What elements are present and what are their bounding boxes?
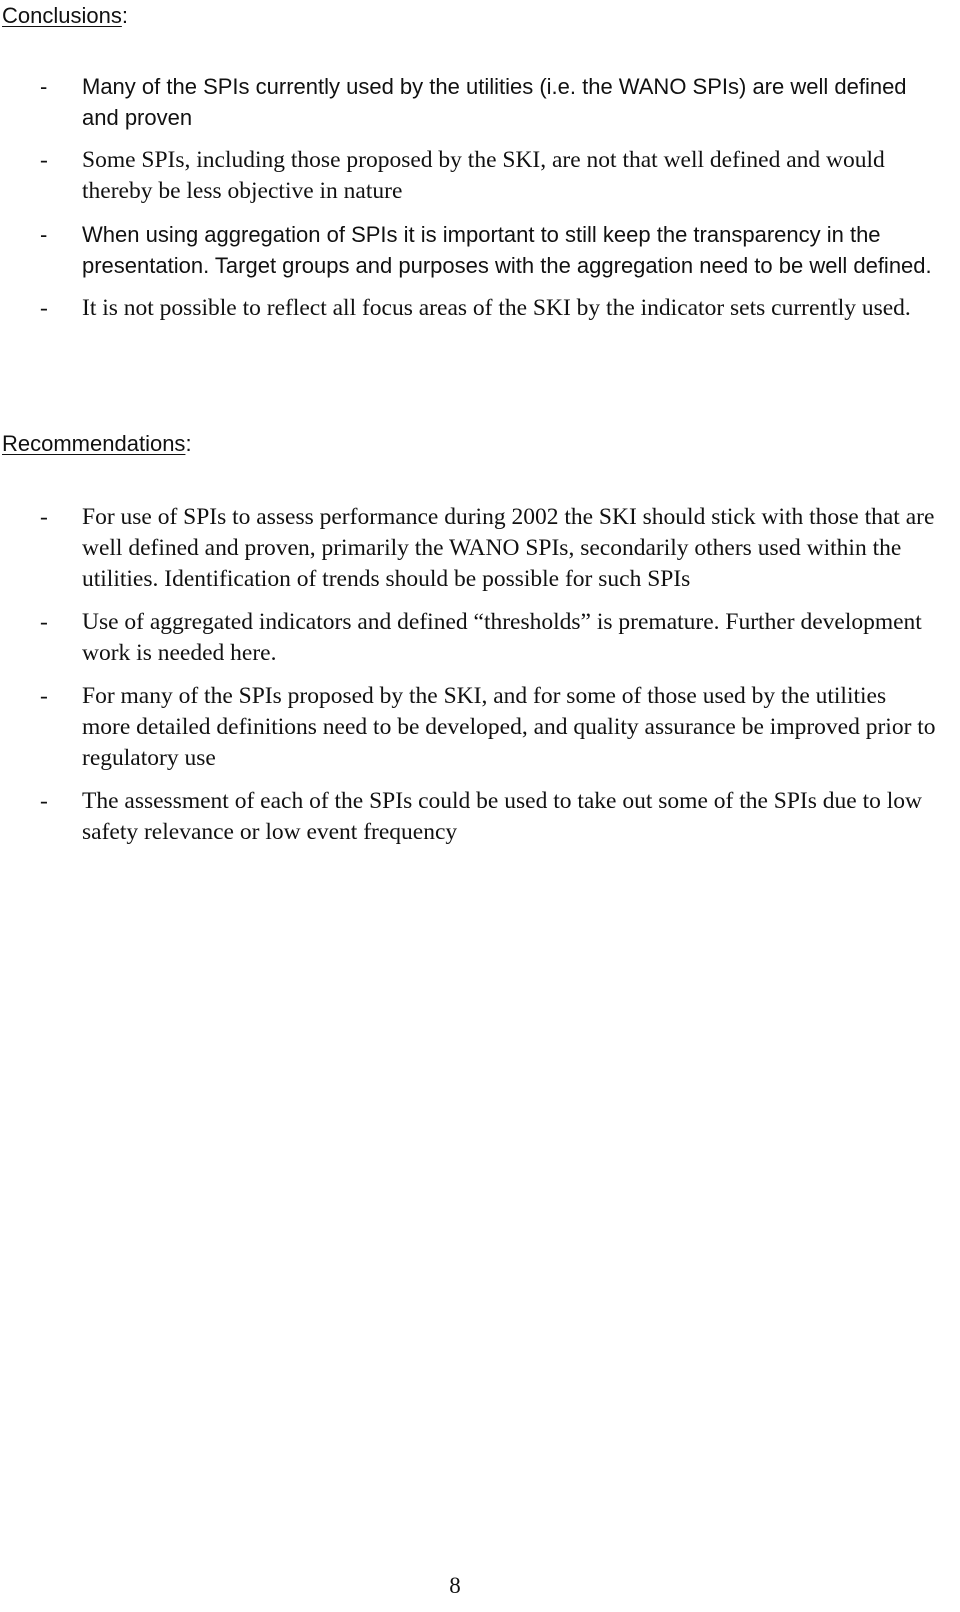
bullet-dash: - (40, 74, 48, 99)
recommendations-item-text: For many of the SPIs proposed by the SKI, and for some of those used by the utilities more detailed definitions need to be developed, and quality assurance be improved prior to regulatory use (82, 683, 936, 771)
recommendations-heading-colon: : (185, 431, 192, 456)
bullet-dash: - (40, 222, 48, 247)
conclusions-item (0, 71, 960, 133)
bullet-dash: - (40, 504, 48, 530)
recommendations-item (0, 607, 960, 669)
page-number-text: 8 (449, 1573, 461, 1598)
recommendations-item (0, 681, 960, 774)
conclusions-item (0, 293, 960, 324)
conclusions-item-text: Some SPIs, including those proposed by the SKI, are not that well defined and would thereby be less objective in nature (82, 147, 885, 204)
bullet-dash: - (40, 609, 48, 635)
conclusions-list (0, 71, 960, 336)
recommendations-item-text: The assessment of each of the SPIs could be used to take out some of the SPIs due to low safety relevance or low event frequency (82, 788, 922, 845)
conclusions-heading-colon: : (121, 3, 128, 28)
conclusions-item-text: Many of the SPIs currently used by the utilities (i.e. the WANO SPIs) are well defined and proven (82, 74, 907, 130)
recommendations-item (0, 502, 960, 595)
bullet-dash: - (40, 683, 48, 709)
bullet-dash: - (40, 788, 48, 814)
page-number (0, 1570, 960, 1601)
conclusions-heading-text: Conclusions (2, 3, 122, 28)
conclusions-heading (2, 0, 128, 31)
recommendations-list (0, 502, 960, 860)
recommendations-heading-text: Recommendations (2, 431, 186, 456)
conclusions-item (0, 145, 960, 207)
recommendations-item-text: For use of SPIs to assess performance during 2002 the SKI should stick with those that are well defined and proven, primarily the WANO SPIs, secondarily others used within the utilities. Identification of trends should be possible for such SPIs (82, 504, 935, 592)
recommendations-item (0, 786, 960, 848)
bullet-dash: - (40, 147, 48, 173)
bullet-dash: - (40, 295, 48, 321)
conclusions-item (0, 219, 960, 281)
recommendations-heading (2, 428, 192, 459)
recommendations-item-text: Use of aggregated indicators and defined “thresholds” is premature. Further development work is needed here. (82, 609, 922, 666)
conclusions-item-text: It is not possible to reflect all focus areas of the SKI by the indicator sets currently used. (82, 295, 911, 321)
conclusions-item-text: When using aggregation of SPIs it is important to still keep the transparency in the presentation. Target groups and purposes with the aggregation need to be well defined. (82, 222, 932, 278)
